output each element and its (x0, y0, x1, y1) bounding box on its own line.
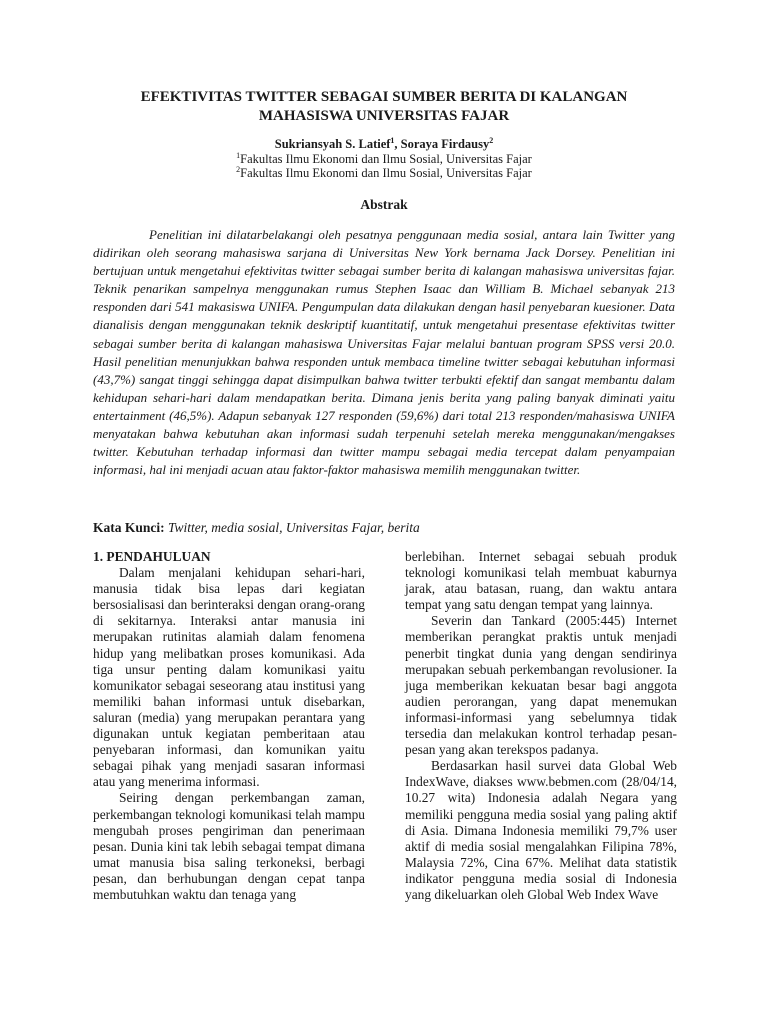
author-1-sup: 1 (390, 135, 395, 145)
body-paragraph: Seiring dengan perkembangan zaman, perkembangan teknologi komunikasi telah mampu mengubah proses pengiriman dan penerimaan pesan. Dunia kini tak lebih sebagai tempat dimana umat manusia bisa saling terkoneksi, berbagi pesan, dan berhubungan dengan cepat tanpa membutuhkan waktu dan tenaga yang (93, 790, 365, 902)
paper-title (60, 88, 708, 126)
author-separator: , (394, 137, 401, 151)
author-2: Soraya Firdausy (400, 137, 490, 151)
title-line-2: MAHASISWA UNIVERSITAS FAJAR (258, 108, 510, 124)
affiliation-1-sup: 1 (236, 150, 241, 160)
affiliation-1 (60, 152, 708, 167)
abstract-heading: Abstrak (360, 197, 408, 212)
author-2-sup: 2 (489, 135, 494, 145)
author-1: Sukriansyah S. Latief (274, 137, 391, 151)
affiliation-2-sup: 2 (236, 164, 241, 174)
left-column (93, 549, 365, 903)
keywords-value: Twitter, media sosial, Universitas Fajar, berita (168, 520, 420, 535)
section-heading: 1. PENDAHULUAN (93, 549, 211, 564)
body-paragraph: Severin dan Tankard (2005:445) Internet memberikan perangkat praktis untuk menjadi penerbit tingkat dunia yang dengan sendirinya merupakan sebuah perkembangan revolusioner. Ia juga memberikan kekuatan besar bagi anggota audien perorangan, yang dapat menemukan informasi-informasi yang sebelumnya tidak tersedia dan melakukan kontrol terhadap pesan-pesan yang akan terekspos padanya. (405, 613, 677, 758)
keywords-label: Kata Kunci: (93, 520, 165, 535)
affiliation-2-text: Fakultas Ilmu Ekonomi dan Ilmu Sosial, Universitas Fajar (240, 166, 532, 180)
body-paragraph: berlebihan. Internet sebagai sebuah produk teknologi komunikasi telah membuat kaburnya jarak, atau batasan, ruang, dan waktu antara tempat yang satu dengan tempat yang lainnya. (405, 549, 677, 613)
keywords (93, 519, 675, 537)
affiliation-2 (60, 166, 708, 181)
title-line-1: EFEKTIVITAS TWITTER SEBAGAI SUMBER BERITA DI KALANGAN (140, 89, 628, 105)
abstract-text: Penelitian ini dilatarbelakangi oleh pesatnya penggunaan media sosial, antara lain Twitter yang didirikan oleh seorang mahasiswa sarjana di Universitas New York bernama Jack Dorsey. Penelitian ini bertujuan untuk mengetahui efektivitas twitter sebagai sumber berita di kalangan mahasiswa universitas fajar. Teknik penarikan sampelnya menggunakan rumus Stephen Isaac dan William B. Michael sebanyak 213 responden dari 541 makasiswa UNIFA. Pengumpulan data dilakukan dengan hasil penyebaran kuesioner. Data dianalisis dengan menggunakan teknik deskriptif kuantitatif, untuk mengetahui presentase efektivitas twitter sebagai sumber berita di kalangan mahasiswa Universitas Fajar melalui bantuan program SPSS versi 20.0. Hasil penelitian menunjukkan bahwa responden untuk membaca timeline twitter sebagai kebutuhan informasi (43,7%) sangat tinggi sehingga dapat disimpulkan bahwa twitter terbukti efektif dan sangat membantu dalam kehidupan sehari-hari dalam mendapatkan berita. Dimana jenis berita yang paling banyak diminati yaitu entertainment (46,5%). Adapun sebanyak 127 responden (59,6%) dari total 213 responden/mahasiswa UNIFA menyatakan bahwa kebutuhan akan informasi sudah terpenuhi setelah mereka menggunakan/mengakses twitter. Kebutuhan terhadap informasi dan twitter mampu sebagai media tercepat dalam penyampaian informasi, hal ini menjadi acuan atau faktor-faktor mahasiswa memilih menggunakan twitter. (93, 227, 675, 478)
right-column (405, 549, 677, 903)
body-paragraph: Berdasarkan hasil survei data Global Web IndexWave, diakses www.bebmen.com (28/04/14, 10.27 wita) Indonesia adalah Negara yang memiliki pengguna media sosial yang paling aktif di Asia. Dimana Indonesia memiliki 79,7% user aktif di media sosial mengalahkan Filipina 78%, Malaysia 72%, Cina 67%. Melihat data statistik indikator pengguna media sosial di Indonesia yang dikeluarkan oleh Global Web Index Wave (405, 758, 677, 902)
author-list (60, 137, 708, 152)
affiliation-1-text: Fakultas Ilmu Ekonomi dan Ilmu Sosial, Universitas Fajar (240, 152, 532, 166)
body-paragraph: Dalam menjalani kehidupan sehari-hari, manusia tidak bisa lepas dari kegiatan bersosialisasi dan berinteraksi dengan orang-orang di sekitarnya. Interaksi antar manusia ini merupakan rutinitas alamiah dalam fenomena hidup yang melibatkan proses komunikasi. Ada tiga unsur penting dalam komunikasi yaitu komunikator sebagai seseorang atau institusi yang memiliki bahan informasi untuk disebarkan, saluran (media) yang merupakan perantara yang digunakan untuk kegiatan pemberitaan atau penyebaran informasi, dan komunikan yaitu sebagai pihak yang menjadi sasaran informasi atau yang menerima informasi. (93, 565, 365, 790)
